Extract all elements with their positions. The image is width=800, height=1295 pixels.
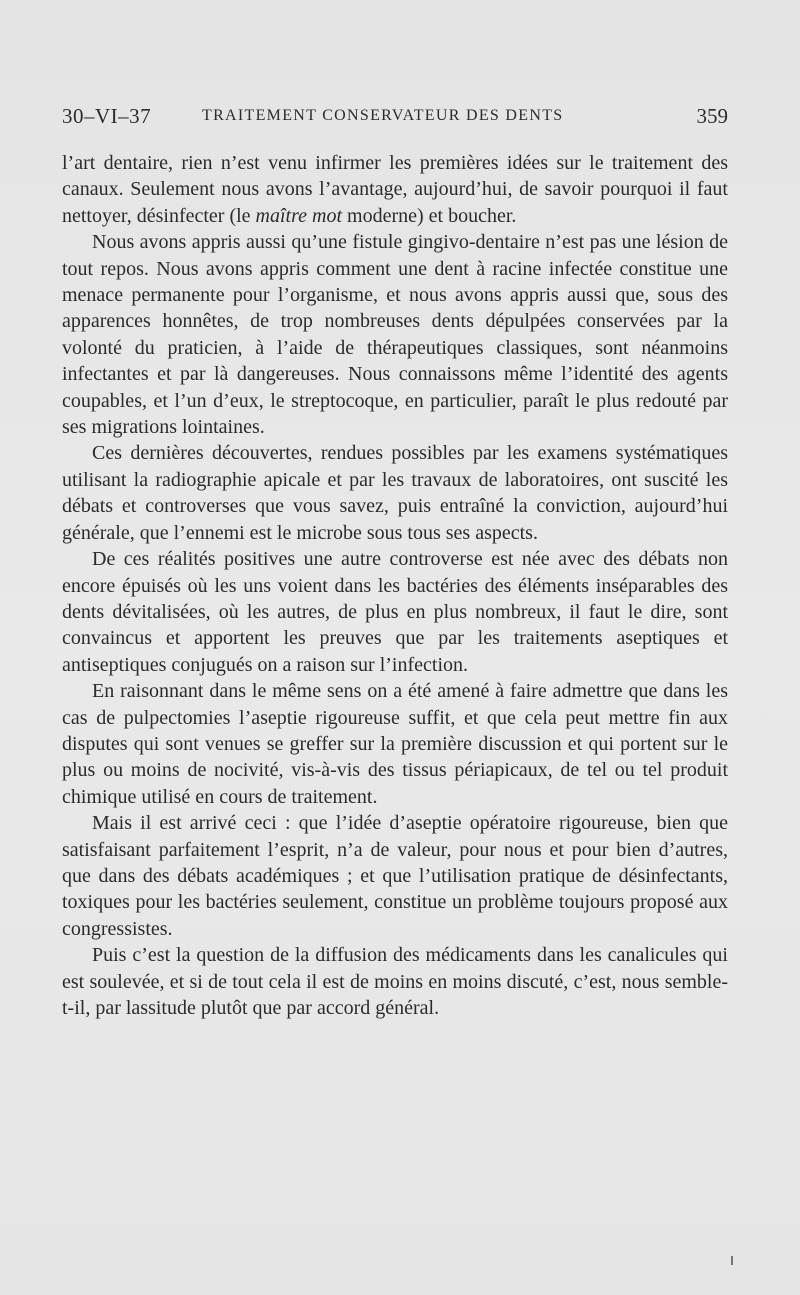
paragraph-3: Ces dernières découvertes, rendues possibles par les examens systématiques utilisant la radiographie apicale et par les travaux de laboratoires, ont suscité les débats et controverses que vous savez, puis entraîné la conviction, aujourd’hui générale, que l’ennemi est le microbe sous tous ses aspects. [62,442,728,544]
paragraph-1-text-before: l’art dentaire, rien n’est venu infirmer les premières idées sur le traitement des canaux. Seulement nous avons l’avantage, aujourd’hui, de savoir pourquoi il faut nettoyer, désinfecter (le [62,152,728,227]
body-text [62,150,728,1021]
header-date: 30–VI–37 [62,104,152,128]
paragraph-4: De ces réalités positives une autre controverse est née avec des débats non encore épuisés où les uns voient dans les bactéries des éléments inséparables des dents dévitalisées, où les autres, de plus en plus nombreux, il faut le dire, sont convaincus et apportent les preuves que par les traitements aseptiques et antiseptiques conjugués on a raison sur l’infection. [62,548,728,676]
running-header [62,104,728,136]
paragraph-1-emphasis: maître mot [255,204,343,227]
paragraph-1-text-after: moderne) et boucher. [342,204,517,227]
page-mark [731,1256,733,1265]
paragraph-1 [62,150,728,229]
page-number: 359 [696,104,728,128]
header-title: TRAITEMENT CONSERVATEUR DES DENTS [202,107,564,124]
paragraph-7: Puis c’est la question de la diffusion des médicaments dans les canalicules qui est soulevée, et si de tout cela il est de moins en moins discuté, c’est, nous semble-t-il, par lassitude plutôt que par accord général. [62,944,728,1019]
paragraph-5: En raisonnant dans le même sens on a été amené à faire admettre que dans les cas de pulpectomies l’aseptie rigoureuse suffit, et que cela peut mettre fin aux disputes qui sont venues se greffer sur la première discussion et qui portent sur le plus ou moins de nocivité, vis-à-vis des tissus périapicaux, de tel ou tel produit chimique utilisé en cours de traitement. [62,680,728,808]
paragraph-6: Mais il est arrivé ceci : que l’idée d’aseptie opératoire rigoureuse, bien que satisfaisant parfaitement l’esprit, n’a de valeur, pour nous et pour bien d’autres, que dans des débats académiques ; et que l’utilisation pratique de désinfectants, toxiques pour les bactéries seulement, constitue un problème toujours proposé aux congressistes. [62,812,728,940]
paragraph-2: Nous avons appris aussi qu’une fistule gingivo-dentaire n’est pas une lésion de tout repos. Nous avons appris comment une dent à racine infectée constitue une menace permanente pour l’organisme, et nous avons appris aussi que, sous des apparences honnêtes, de trop nombreuses dents dépulpées conservées par la volonté du praticien, à l’aide de thérapeutiques classiques, sont néanmoins infectantes et par là dangereuses. Nous connaissons même l’identité des agents coupables, et l’un d’eux, le streptocoque, en particulier, paraît le plus redouté par ses migrations lointaines. [62,231,728,439]
